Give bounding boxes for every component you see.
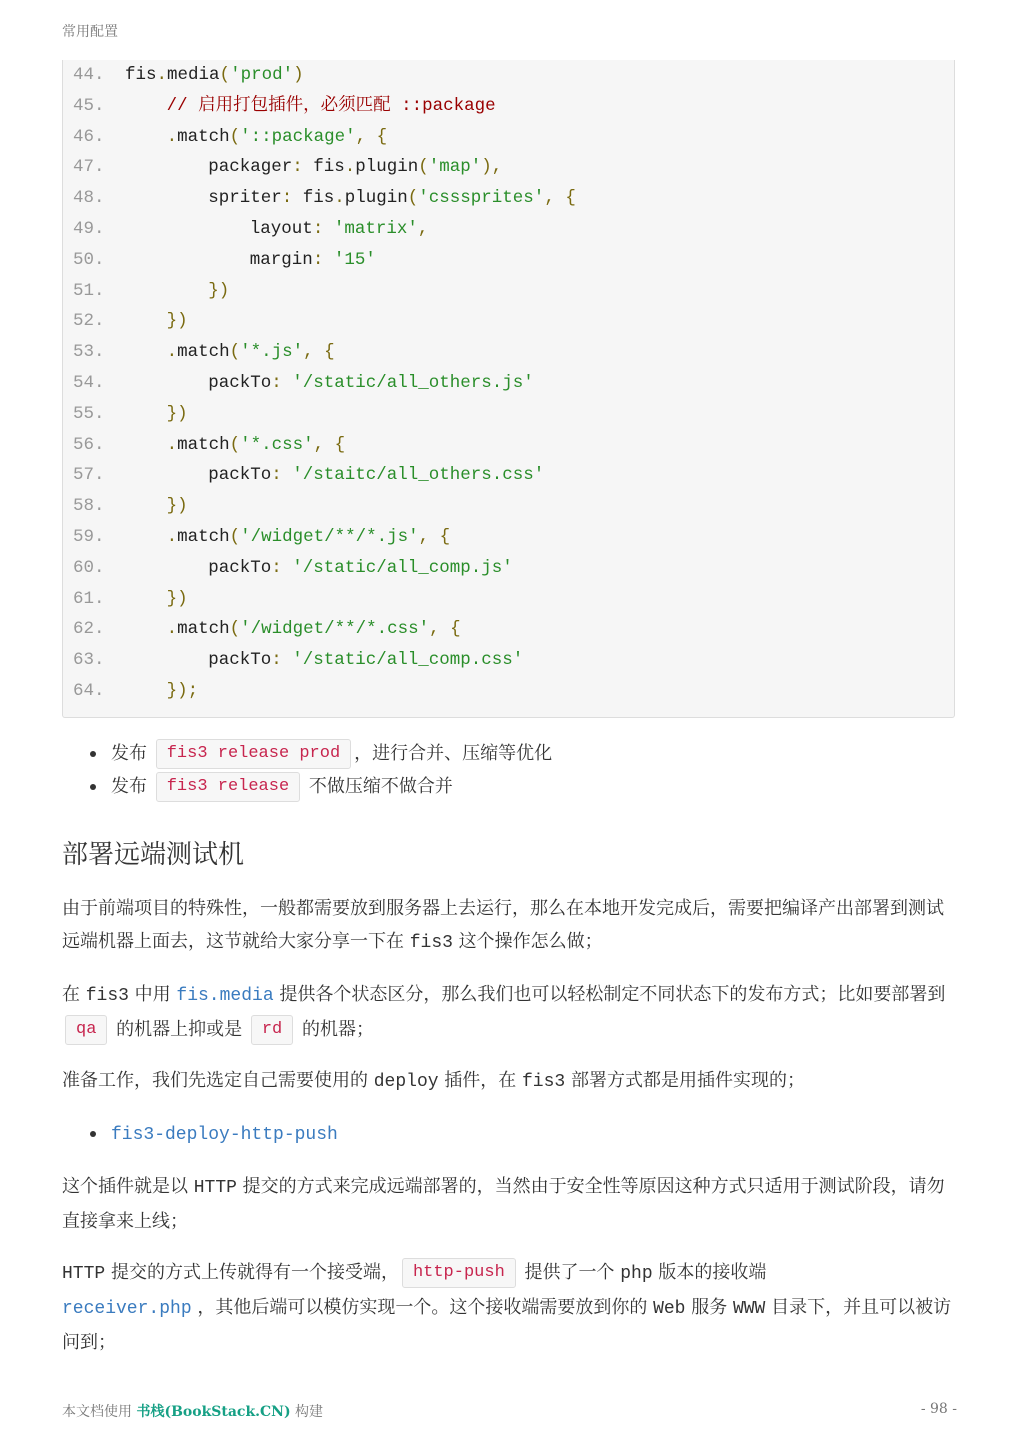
line-code: margin: '15' xyxy=(249,249,376,270)
bullet-text xyxy=(111,737,552,770)
line-code: .match('*.js', { xyxy=(166,342,335,363)
line-code: packTo: '/static/all_comp.js' xyxy=(208,557,513,578)
footer-credit: 本文档使用 书栈(BookStack.CN) 构建 xyxy=(62,1404,324,1420)
line-number: 53. xyxy=(73,342,105,363)
section-heading: 部署远端测试机 xyxy=(62,840,245,870)
page-number: - 98 - xyxy=(920,1401,957,1417)
line-code: }) xyxy=(166,588,188,609)
bullet-dot xyxy=(90,751,96,757)
fis-media-link[interactable]: fis.media xyxy=(176,986,274,1006)
line-number: 47. xyxy=(73,157,105,178)
bullet-prefix: 发布 xyxy=(111,776,147,797)
line-number: 59. xyxy=(73,527,105,547)
bullet-suffix: 不做压缩不做合并 xyxy=(303,776,453,797)
line-number: 62. xyxy=(73,619,105,640)
bullet-suffix: ，进行合并、压缩等优化 xyxy=(354,743,553,764)
line-number: 46. xyxy=(73,126,105,147)
line-code: packTo: '/staitc/all_others.css' xyxy=(208,465,545,486)
inline-code: fis3 release xyxy=(156,772,300,802)
line-code: packager: fis.plugin('map'), xyxy=(208,157,503,178)
line-code: }) xyxy=(166,311,188,332)
plugin-link[interactable]: fis3-deploy-http-push xyxy=(111,1125,338,1145)
line-number: 48. xyxy=(73,188,105,209)
line-code: .match('/widget/**/*.css', { xyxy=(166,619,461,640)
paragraph-plugin: 这个插件就是以 HTTP 提交的方式来完成远端部署的，当然由于安全性等原因这种方式只适用于测试阶段，请勿直接拿来上线； xyxy=(62,1176,945,1232)
line-code: packTo: '/static/all_comp.css' xyxy=(208,650,524,671)
line-number: 54. xyxy=(73,373,105,393)
line-number: 58. xyxy=(73,496,105,517)
inline-code-http-push: http-push xyxy=(402,1258,516,1288)
line-number: 52. xyxy=(73,311,105,332)
line-code: packTo: '/static/all_others.js' xyxy=(208,373,534,393)
inline-code-rd: rd xyxy=(251,1015,293,1045)
bullet-text xyxy=(111,1117,338,1152)
code-block xyxy=(62,60,955,718)
bullet-dot xyxy=(90,784,96,790)
paragraph-media: 在 fis3 中用 fis.media 提供各个状态区分，那么我们也可以轻松制定不同状态下的发布方式；比如要部署到 qa 的机器上抑或是 rd 的机器； xyxy=(62,978,957,1046)
line-number: 56. xyxy=(73,434,105,455)
footer-brand-link[interactable]: 书栈(BookStack.CN) xyxy=(136,1404,291,1420)
line-number: 50. xyxy=(73,249,105,270)
line-number: 57. xyxy=(73,465,105,486)
line-number: 51. xyxy=(73,280,105,301)
line-number: 64. xyxy=(73,681,105,701)
bullet-text xyxy=(111,770,453,803)
line-code: layout: 'matrix', xyxy=(249,219,429,239)
line-code: .match('/widget/**/*.js', { xyxy=(166,527,451,547)
inline-code: fis3 release prod xyxy=(156,739,351,769)
line-code: .match('::package', { xyxy=(166,126,388,147)
line-number: 45. xyxy=(73,95,105,116)
line-number: 55. xyxy=(73,403,105,424)
line-number: 63. xyxy=(73,650,105,671)
line-code: fis.media('prod') xyxy=(125,65,304,85)
line-code: .match('*.css', { xyxy=(166,434,346,455)
paragraph-receiver: HTTP 提交的方式上传就得有一个接受端， http-push 提供了一个 php 版本的接收端 receiver.php ，其他后端可以模仿实现一个。这个接收端需要放到你的 Web 服务 WWW 目录下，并且可以被访问到； xyxy=(62,1256,957,1359)
paragraph-prepare: 准备工作，我们先选定自己需要使用的 deploy 插件，在 fis3 部署方式都是用插件实现的； xyxy=(62,1070,805,1092)
line-code: spriter: fis.plugin('csssprites', { xyxy=(208,188,576,209)
line-code: }) xyxy=(166,496,188,517)
running-header: 常用配置 xyxy=(62,24,118,40)
line-code: }); xyxy=(166,681,199,701)
line-code: }) xyxy=(208,280,230,301)
line-number: 61. xyxy=(73,588,105,609)
line-number: 44. xyxy=(73,65,105,85)
inline-code-qa: qa xyxy=(65,1015,107,1045)
line-number: 60. xyxy=(73,557,105,578)
receiver-link[interactable]: receiver.php xyxy=(62,1299,192,1319)
paragraph-intro: 由于前端项目的特殊性，一般都需要放到服务器上去运行，那么在本地开发完成后，需要把编译产出部署到测试远端机器上面去，这节就给大家分享一下在 fis3 这个操作怎么做； xyxy=(62,898,944,953)
line-code: }) xyxy=(166,403,188,424)
line-code: // 启用打包插件，必须匹配 ::package xyxy=(166,95,496,116)
line-number: 49. xyxy=(73,219,105,239)
bullet-dot xyxy=(90,1131,96,1137)
bullet-prefix: 发布 xyxy=(111,743,147,764)
